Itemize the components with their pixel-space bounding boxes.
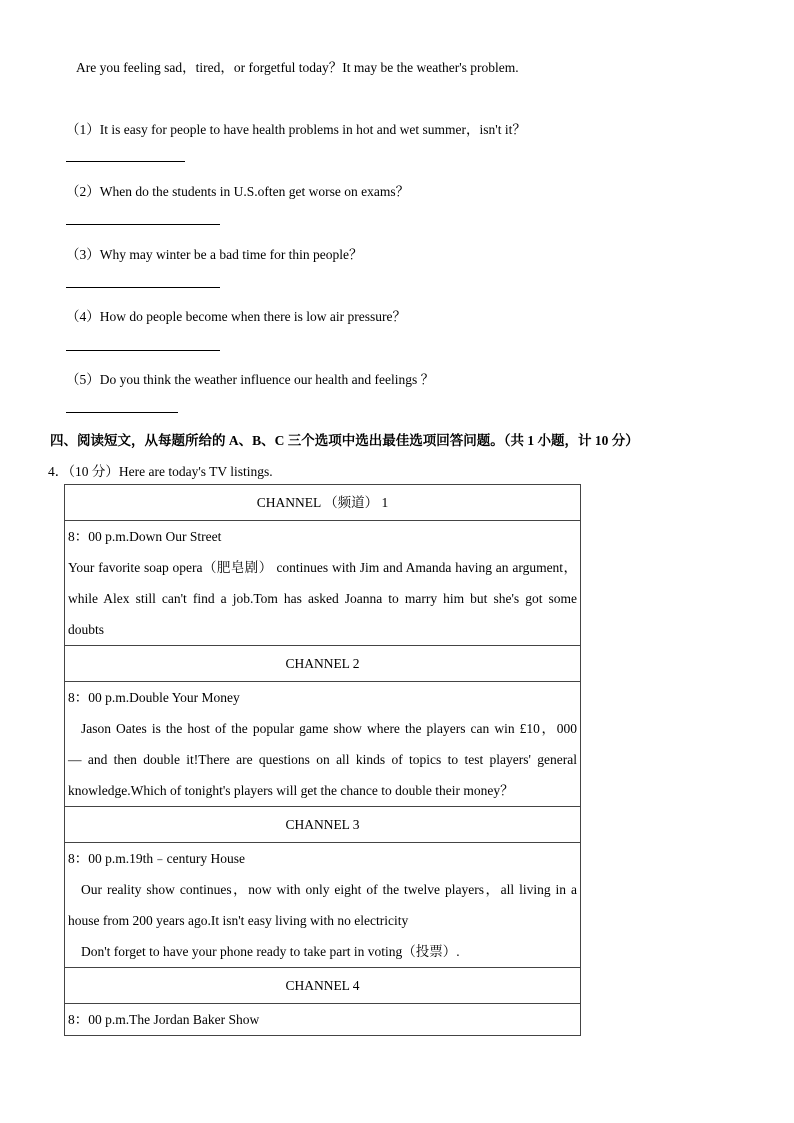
channel-1-desc-1: Your favorite soap opera（肥皂剧） continues with Jim and Amanda having an argument， <box>68 560 577 575</box>
channel-2-desc-3: knowledge.Which of tonight's players will get the chance to double their money？ <box>68 783 514 798</box>
question-4-prompt: 4．（10 分）Here are today's TV listings. <box>48 464 273 479</box>
channel-4-listing <box>65 1004 581 1036</box>
tv-listings-table <box>64 484 581 1036</box>
channel-1-desc-2: while Alex still can't find a job.Tom has asked Joanna to marry him but she's got some <box>68 591 577 606</box>
channel-3-desc-3: Don't forget to have your phone ready to take part in voting（投票）. <box>81 944 460 959</box>
channel-1-desc-3: doubts <box>68 622 105 637</box>
channel-2-desc-2: — and then double it!There are questions on all kinds of topics to test players' general <box>68 752 577 767</box>
channel-1-show: 8：00 p.m.Down Our Street <box>68 529 222 544</box>
section-heading: 四、阅读短文，从每题所给的 A、B、C 三个选项中选出最佳选项回答问题。（共 1 小题，计 10 分） <box>50 433 639 448</box>
answer-blank-2[interactable] <box>66 224 220 225</box>
channel-1-header: CHANNEL （频道） 1 <box>65 485 581 521</box>
channel-2-header: CHANNEL 2 <box>65 646 581 682</box>
answer-blank-3[interactable] <box>66 287 220 288</box>
channel-2-show: 8：00 p.m.Double Your Money <box>68 690 240 705</box>
answer-blank-1[interactable] <box>66 161 185 162</box>
question-1: （1）It is easy for people to have health problems in hot and wet summer，isn't it？ <box>66 122 526 137</box>
channel-2-listing <box>65 682 581 807</box>
question-2: （2）When do the students in U.S.often get worse on exams？ <box>66 184 410 199</box>
question-4-sub: （4）How do people become when there is low air pressure？ <box>66 309 407 324</box>
question-3: （3）Why may winter be a bad time for thin people？ <box>66 247 363 262</box>
channel-4-header: CHANNEL 4 <box>65 968 581 1004</box>
channel-3-show: 8：00 p.m.19th﹣century House <box>68 851 245 866</box>
channel-3-header: CHANNEL 3 <box>65 807 581 843</box>
answer-blank-5[interactable] <box>66 412 178 413</box>
channel-3-listing <box>65 843 581 968</box>
channel-2-desc-1: Jason Oates is the host of the popular game show where the players can win £10，000 <box>81 721 577 736</box>
channel-3-desc-1: Our reality show continues，now with only eight of the twelve players，all living in a <box>81 882 577 897</box>
channel-1-listing <box>65 521 581 646</box>
answer-blank-4[interactable] <box>66 350 220 351</box>
channel-3-desc-2: house from 200 years ago.It isn't easy living with no electricity <box>68 913 409 928</box>
channel-4-show: 8：00 p.m.The Jordan Baker Show <box>68 1012 260 1027</box>
question-5: （5）Do you think the weather influence our health and feelings ？ <box>66 372 435 387</box>
intro-text: Are you feeling sad，tired，or forgetful today？It may be the weather's problem. <box>76 60 519 75</box>
